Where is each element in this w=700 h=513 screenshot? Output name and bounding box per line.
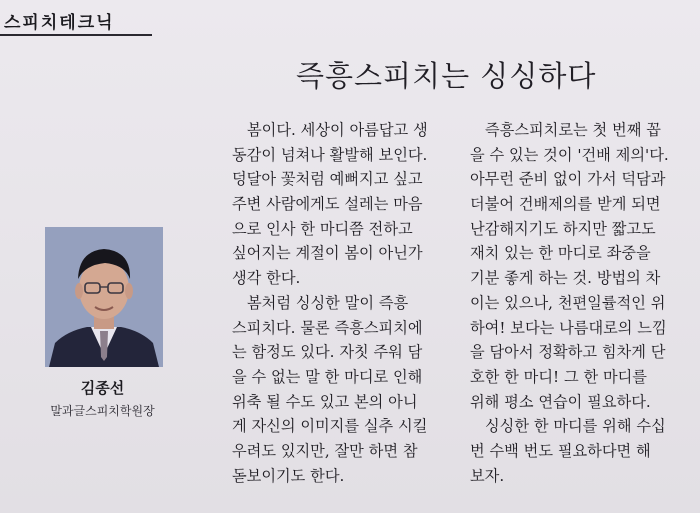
text-line: 을 수 없는 말 한 마디로 인해 [232, 367, 423, 386]
text-line: 봄이다. 세상이 아름답고 생 [247, 121, 428, 139]
article-column-1 [232, 118, 458, 488]
text-line: 위해 평소 연습이 필요하다. [470, 392, 651, 411]
text-line: 봄처럼 싱싱한 말이 즉흥 [247, 293, 409, 312]
text-line: 게 자신의 이미지를 실추 시킬 [232, 417, 428, 436]
text-line: 하여! 보다는 나름대로의 느낌 [470, 318, 667, 337]
author-portrait-image [45, 227, 163, 367]
text-line: 돋보이기도 한다. [232, 466, 345, 485]
text-line: 재치 있는 한 마디로 좌중을 [470, 244, 651, 263]
text-line: 을 담아서 정확하고 힘차게 단 [470, 343, 666, 362]
text-line: 싶어지는 계절이 봄이 아닌가 [232, 244, 423, 263]
column-name-underline [0, 34, 152, 36]
article-column-2 [470, 118, 690, 488]
text-line: 스피치다. 물론 즉흥스피치에 [232, 318, 423, 337]
text-line: 생각 한다. [232, 269, 301, 288]
text-line: 싱싱한 한 마디를 위해 수십 [485, 417, 666, 436]
author-name: 김종선 [80, 379, 125, 397]
text-line: 번 수백 번도 필요하다면 해 [470, 441, 651, 460]
text-line: 즉흥스피치로는 첫 번째 꼽 [485, 121, 661, 139]
text-line: 아무런 준비 없이 가서 덕담과 [470, 170, 666, 189]
column-name: 스피치테크닉 [4, 13, 115, 33]
author-title: 말과글스피치학원장 [50, 404, 155, 418]
author-photo [45, 227, 163, 367]
text-line: 우려도 있지만, 잘만 하면 참 [232, 441, 418, 460]
text-line: 덩달아 꽃처럼 예뻐지고 싶고 [232, 170, 423, 189]
headline: 즉흥스피치는 싱싱하다 [296, 59, 597, 93]
text-line: 더불어 건배제의를 받게 되면 [470, 195, 661, 214]
text-line: 주변 사람에게도 설레는 마음 [232, 195, 423, 214]
text-line: 는 함정도 있다. 자칫 주워 담 [232, 343, 423, 362]
text-line: 기분 좋게 하는 것. 방법의 차 [470, 269, 661, 288]
text-line: 으로 인사 한 마디쯤 전하고 [232, 219, 413, 238]
text-line: 보자. [470, 466, 505, 485]
text-line: 을 수 있는 것이 '건배 제의'다. [470, 145, 669, 164]
text-line: 동감이 넘쳐나 활발해 보인다. [232, 145, 428, 164]
text-line: 호한 한 마디! 그 한 마디를 [470, 367, 647, 386]
text-line: 이는 있으나, 천편일률적인 위 [470, 293, 666, 312]
text-line: 위축 될 수도 있고 본의 아니 [232, 392, 418, 411]
text-line: 난감해지기도 하지만 짧고도 [470, 219, 656, 238]
